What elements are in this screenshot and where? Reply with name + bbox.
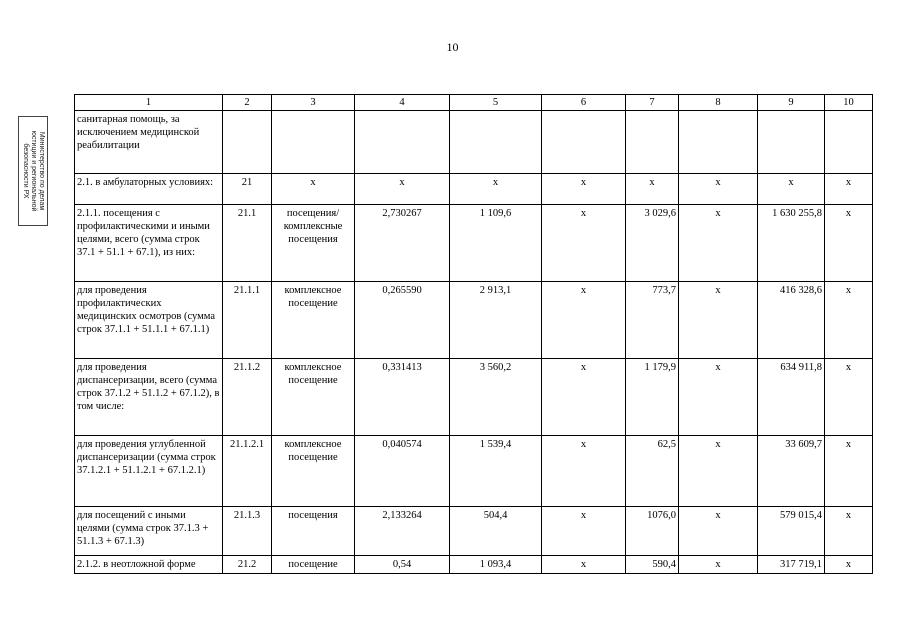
table-row [75,111,873,174]
row-label: 2.1. в амбулаторных условиях: [75,174,223,205]
row-code: 21.1.3 [223,507,272,556]
table-cell: х [825,507,873,556]
table-cell: х [825,174,873,205]
table-cell: 317 719,1 [758,556,825,574]
table-cell [825,111,873,174]
stamp-text: Министерство по делам юстиции и региональной безопасности РХ [22,130,45,212]
table-cell: 590,4 [626,556,679,574]
row-code: 21.1.2.1 [223,436,272,507]
table-cell: 62,5 [626,436,679,507]
table-cell [450,111,542,174]
table-cell: 33 609,7 [758,436,825,507]
unit-cell: комплексное посещение [272,436,355,507]
table-cell: 579 015,4 [758,507,825,556]
table-row [75,282,873,359]
table-cell: х [679,507,758,556]
table-row [75,174,873,205]
table-cell: 1 539,4 [450,436,542,507]
table-cell [758,111,825,174]
data-table [74,94,873,574]
row-label: санитарная помощь, за исключением медицинской реабилитации [75,111,223,174]
table-cell: х [542,359,626,436]
table-cell: 0,331413 [355,359,450,436]
table-cell: х [355,174,450,205]
row-label: 2.1.2. в неотложной форме [75,556,223,574]
table-cell: 2,730267 [355,205,450,282]
page-number: 10 [446,40,459,54]
table-cell: х [679,556,758,574]
table-cell: 3 029,6 [626,205,679,282]
unit-cell [272,111,355,174]
unit-cell: посещение [272,556,355,574]
row-code: 21.1 [223,205,272,282]
table-cell [355,111,450,174]
table-cell: 1 109,6 [450,205,542,282]
column-header: 6 [542,95,626,111]
table-cell [626,111,679,174]
row-label: для проведения профилактических медицинских осмотров (сумма строк 37.1.1 + 51.1.1 + 67.1.1) [75,282,223,359]
column-header: 2 [223,95,272,111]
table-cell: х [542,174,626,205]
table-cell [679,111,758,174]
unit-cell: комплексное посещение [272,282,355,359]
row-code: 21.1.1 [223,282,272,359]
registration-stamp [18,116,48,226]
column-header: 5 [450,95,542,111]
table-cell: х [825,436,873,507]
column-header: 8 [679,95,758,111]
row-label: для проведения диспансеризации, всего (сумма строк 37.1.2 + 51.1.2 + 67.1.2), в том числе: [75,359,223,436]
table-cell: х [825,282,873,359]
table-cell: 0,040574 [355,436,450,507]
table-cell: х [542,205,626,282]
table-row [75,436,873,507]
table-cell: х [679,359,758,436]
table-cell: х [679,436,758,507]
table-row [75,556,873,574]
column-header: 9 [758,95,825,111]
row-label: для проведения углубленной диспансеризации (сумма строк 37.1.2.1 + 51.1.2.1 + 67.1.2.1) [75,436,223,507]
table-cell: х [542,556,626,574]
table-cell: 1076,0 [626,507,679,556]
column-header: 3 [272,95,355,111]
table-cell: 1 179,9 [626,359,679,436]
column-header: 4 [355,95,450,111]
table-cell: х [825,556,873,574]
row-label: 2.1.1. посещения с профилактическими и иными целями, всего (сумма строк 37.1 + 51.1 + 67.1), из них: [75,205,223,282]
unit-cell: комплексное посещение [272,359,355,436]
table-cell: х [542,282,626,359]
table-row [75,205,873,282]
table-cell: х [542,436,626,507]
column-header: 7 [626,95,679,111]
header-row [75,95,873,111]
table-cell: 2 913,1 [450,282,542,359]
table-cell: 1 093,4 [450,556,542,574]
table-cell [542,111,626,174]
table-cell: 773,7 [626,282,679,359]
row-code: 21.1.2 [223,359,272,436]
table-cell: 634 911,8 [758,359,825,436]
row-code: 21 [223,174,272,205]
table-cell: х [450,174,542,205]
column-header: 1 [75,95,223,111]
unit-cell: посещения/ комплексные посещения [272,205,355,282]
table-cell: х [825,205,873,282]
table-cell: 2,133264 [355,507,450,556]
table-cell: 0,54 [355,556,450,574]
table-cell: 1 630 255,8 [758,205,825,282]
row-label: для посещений с иными целями (сумма строк 37.1.3 + 51.1.3 + 67.1.3) [75,507,223,556]
column-header: 10 [825,95,873,111]
table-cell: х [679,282,758,359]
table-cell: х [825,359,873,436]
row-code [223,111,272,174]
table-cell: х [758,174,825,205]
table-cell: 416 328,6 [758,282,825,359]
table-cell: х [679,205,758,282]
table-cell: х [542,507,626,556]
table-row [75,507,873,556]
row-code: 21.2 [223,556,272,574]
unit-cell: х [272,174,355,205]
table-cell: 3 560,2 [450,359,542,436]
table-cell: 0,265590 [355,282,450,359]
table-row [75,359,873,436]
table-cell: х [679,174,758,205]
unit-cell: посещения [272,507,355,556]
table-cell: х [626,174,679,205]
table-cell: 504,4 [450,507,542,556]
